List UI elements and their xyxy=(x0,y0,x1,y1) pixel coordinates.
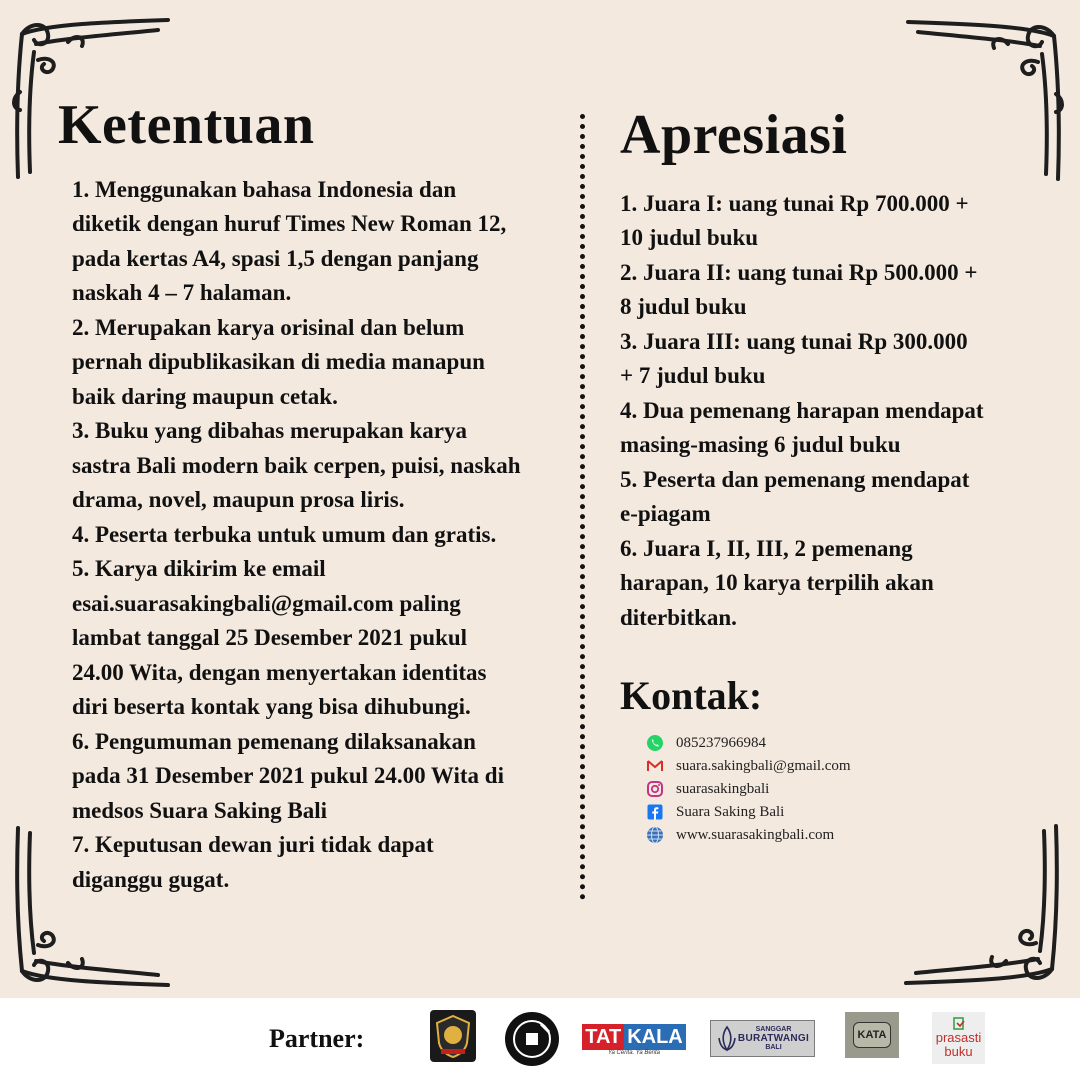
contact-instagram[interactable] xyxy=(646,778,851,800)
ketentuan-list xyxy=(72,173,563,898)
apresiasi-line: 3. Juara III: uang tunai Rp 300.000 xyxy=(620,328,968,354)
ketentuan-line: pada kertas A4, spasi 1,5 dengan panjang xyxy=(72,245,479,271)
partner-label: Partner: xyxy=(269,1024,365,1053)
ketentuan-line: diri beserta kontak yang bisa dihubungi. xyxy=(72,694,471,720)
gmail-icon xyxy=(646,757,664,775)
apresiasi-line: diterbitkan. xyxy=(620,604,737,630)
ketentuan-line: diketik dengan huruf Times New Roman 12, xyxy=(72,211,507,237)
apresiasi-title: Apresiasi xyxy=(620,104,848,166)
ketentuan-line: medsos Suara Saking Bali xyxy=(72,797,327,823)
website-text: www.suarasakingbali.com xyxy=(676,826,835,843)
ketentuan-line: drama, novel, maupun prosa liris. xyxy=(72,487,405,513)
kontak-title: Kontak: xyxy=(620,673,763,718)
ketentuan-line: baik daring maupun cetak. xyxy=(72,383,338,409)
partner-logo-crest[interactable] xyxy=(430,1010,476,1062)
ketentuan-title: Ketentuan xyxy=(58,94,315,156)
apresiasi-line: 5. Peserta dan pemenang mendapat xyxy=(620,466,970,492)
tatkala-blue-text: KALA xyxy=(624,1024,686,1050)
apresiasi-line: 2. Juara II: uang tunai Rp 500.000 + xyxy=(620,259,978,285)
prasasti-line-1: prasasti xyxy=(935,1030,982,1045)
contact-list xyxy=(646,732,851,847)
phone-text: 085237966984 xyxy=(676,734,766,751)
ketentuan-line: 7. Keputusan dewan juri tidak dapat xyxy=(72,832,434,858)
partner-logo-prasasti-buku[interactable] xyxy=(932,1012,985,1064)
apresiasi-line: e-piagam xyxy=(620,501,711,527)
apresiasi-line: 10 judul buku xyxy=(620,225,759,251)
dotted-divider xyxy=(580,114,585,900)
tatkala-red-text: TAT xyxy=(582,1024,624,1050)
apresiasi-list xyxy=(620,187,1040,636)
apresiasi-line: 8 judul buku xyxy=(620,294,747,320)
instagram-icon xyxy=(646,780,664,798)
apresiasi-line: 6. Juara I, II, III, 2 pemenang xyxy=(620,535,913,561)
partner-logo-circle[interactable] xyxy=(505,1012,559,1066)
ketentuan-line: 2. Merupakan karya orisinal dan belum xyxy=(72,314,465,340)
corner-ornament-bottom-right xyxy=(891,816,1066,991)
prasasti-line-2: buku xyxy=(944,1044,973,1059)
ketentuan-line: esai.suarasakingbali@gmail.com paling xyxy=(72,590,461,616)
buratwangi-line-3: BALI xyxy=(765,1044,782,1051)
globe-icon xyxy=(646,826,664,844)
buratwangi-line-1: SANGGAR xyxy=(755,1026,792,1033)
ketentuan-line: sastra Bali modern baik cerpen, puisi, naskah xyxy=(72,452,521,478)
ketentuan-line: pada 31 Desember 2021 pukul 24.00 Wita di xyxy=(72,763,504,789)
ketentuan-section xyxy=(58,96,563,897)
partner-logo-buratwangi[interactable] xyxy=(710,1020,815,1057)
partner-logo-kata[interactable] xyxy=(845,1012,899,1058)
ketentuan-line: 5. Karya dikirim ke email xyxy=(72,556,326,582)
partner-logo-tatkala[interactable] xyxy=(585,1018,683,1062)
whatsapp-icon xyxy=(646,734,664,752)
tatkala-tagline: Ya Cerita. Ya Berita xyxy=(607,1050,661,1056)
ketentuan-line: 3. Buku yang dibahas merupakan karya xyxy=(72,418,467,444)
contact-facebook[interactable] xyxy=(646,801,851,823)
crest-icon xyxy=(433,1013,473,1059)
contact-phone[interactable] xyxy=(646,732,851,754)
ketentuan-line: lambat tanggal 25 Desember 2021 pukul xyxy=(72,625,468,651)
apresiasi-section xyxy=(620,106,1040,635)
apresiasi-line: masing-masing 6 judul buku xyxy=(620,432,901,458)
apresiasi-line: harapan, 10 karya terpilih akan xyxy=(620,570,934,596)
ketentuan-line: 4. Peserta terbuka untuk umum dan gratis. xyxy=(72,521,497,547)
ketentuan-line: 1. Menggunakan bahasa Indonesia dan xyxy=(72,176,457,202)
ketentuan-line: 6. Pengumuman pemenang dilaksanakan xyxy=(72,728,476,754)
prasasti-icon xyxy=(952,1017,966,1031)
partner-bar xyxy=(0,998,1080,1080)
lotus-icon xyxy=(716,1024,738,1054)
ketentuan-line: diganggu gugat. xyxy=(72,866,230,892)
contact-website[interactable] xyxy=(646,824,851,846)
email-text: suara.sakingbali@gmail.com xyxy=(676,757,851,774)
kata-text: KATA xyxy=(853,1022,892,1048)
facebook-icon xyxy=(646,803,664,821)
buratwangi-line-2: BURATWANGI xyxy=(737,1033,810,1044)
ketentuan-line: pernah dipublikasikan di media manapun xyxy=(72,349,485,375)
apresiasi-line: 4. Dua pemenang harapan mendapat xyxy=(620,397,984,423)
apresiasi-line: 1. Juara I: uang tunai Rp 700.000 + xyxy=(620,190,969,216)
ketentuan-line: 24.00 Wita, dengan menyertakan identitas xyxy=(72,659,487,685)
instagram-text: suarasakingbali xyxy=(676,780,770,797)
circle-emblem-icon xyxy=(505,1012,559,1066)
apresiasi-line: + 7 judul buku xyxy=(620,363,766,389)
facebook-text: Suara Saking Bali xyxy=(676,803,785,820)
ketentuan-line: naskah 4 – 7 halaman. xyxy=(72,280,292,306)
contact-email[interactable] xyxy=(646,755,851,777)
